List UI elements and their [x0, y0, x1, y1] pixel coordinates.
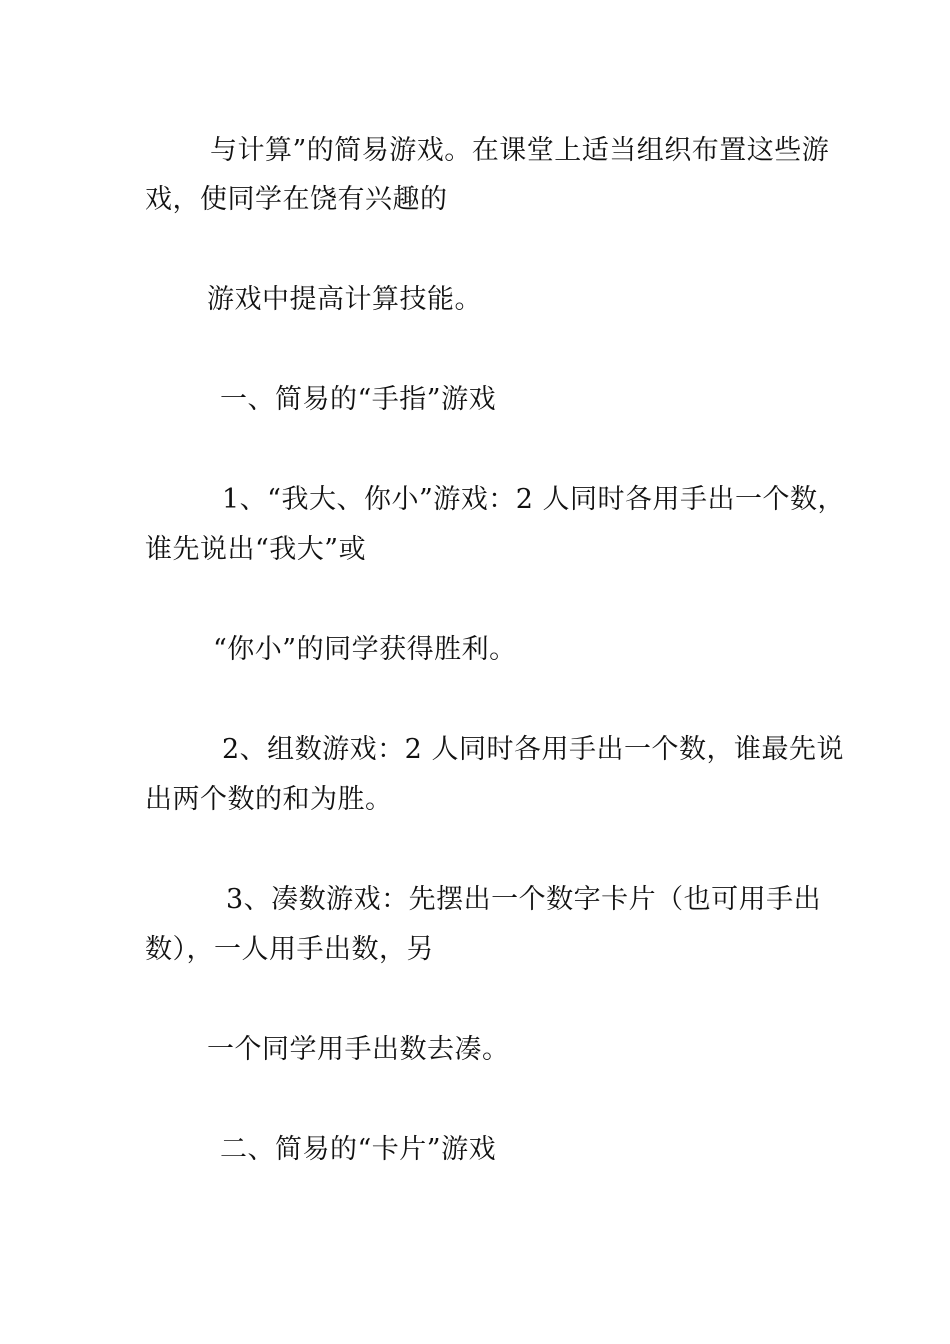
paragraph-line: 谁先说出“我大”或: [145, 534, 367, 565]
section-heading: 二、简易的“卡片”游戏: [220, 1134, 497, 1165]
paragraph-line: 3、凑数游戏：先摆出一个数字卡片（也可用手出: [226, 884, 822, 915]
paragraph-line: 数），一人用手出数，另: [145, 934, 434, 965]
paragraph-line: 戏，使同学在饶有兴趣的: [145, 184, 448, 215]
paragraph-line: 一个同学用手出数去凑。: [207, 1034, 510, 1065]
section-heading: 一、简易的“手指”游戏: [220, 384, 497, 415]
paragraph-line: 游戏中提高计算技能。: [207, 284, 482, 315]
paragraph-line: 与计算”的简易游戏。在课堂上适当组织布置这些游: [210, 135, 830, 166]
paragraph-line: 1、“我大、你小”游戏：2 人同时各用手出一个数，: [222, 484, 846, 515]
paragraph-line: “你小”的同学获得胜利。: [213, 634, 517, 665]
paragraph-line: 出两个数的和为胜。: [145, 784, 393, 815]
paragraph-line: 2、组数游戏：2 人同时各用手出一个数，谁最先说: [222, 734, 844, 765]
